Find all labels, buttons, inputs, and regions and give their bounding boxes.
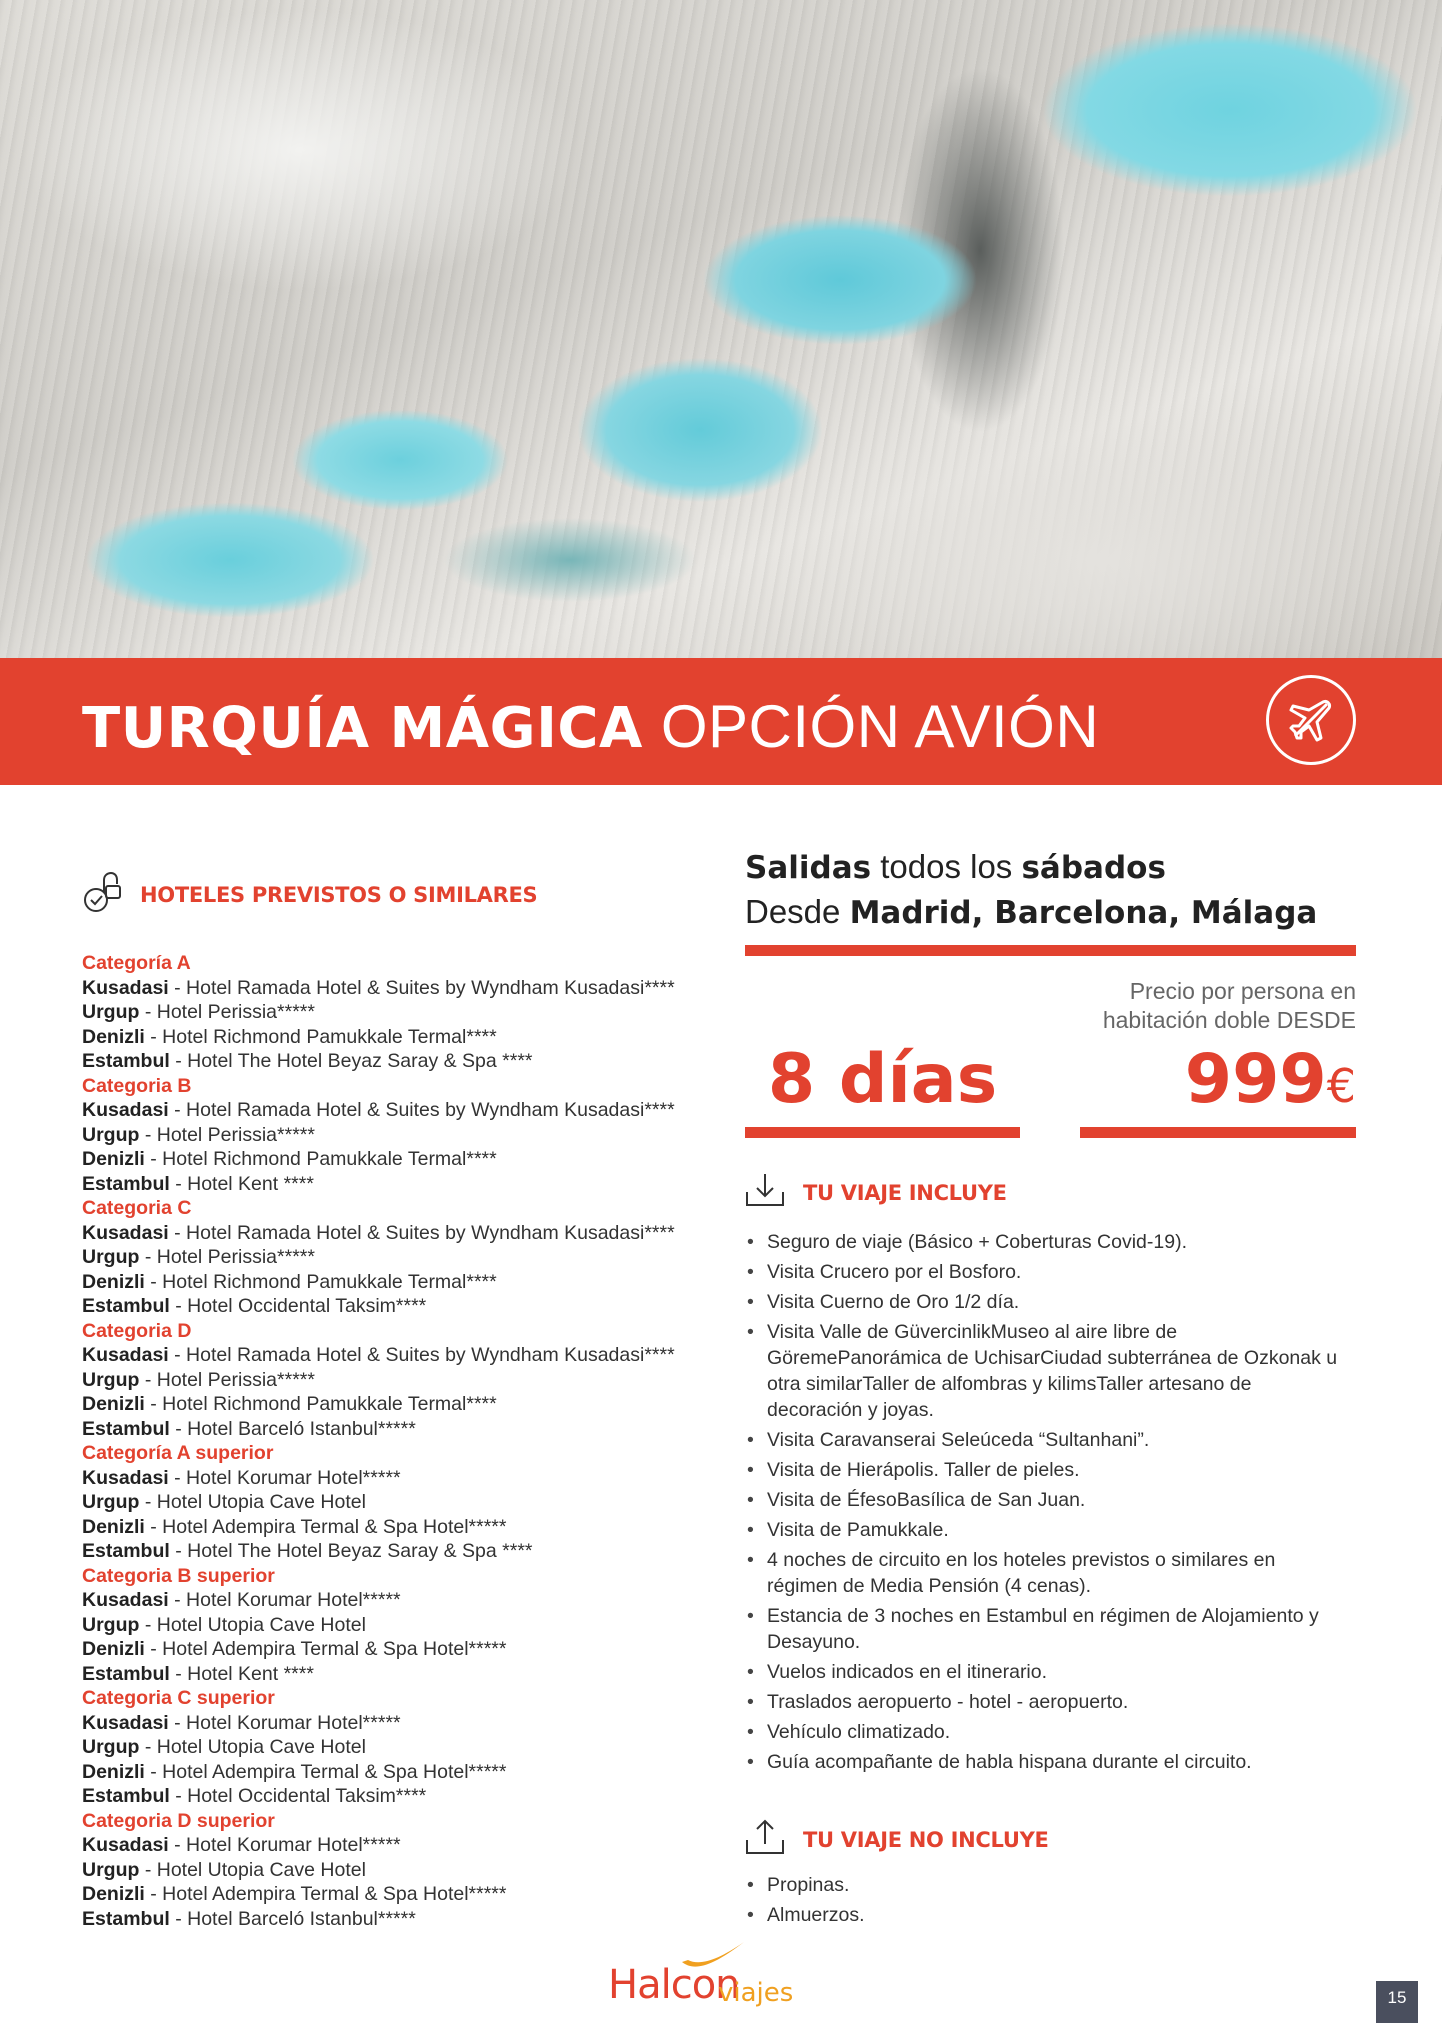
logo-sub: viajes (718, 1978, 794, 2008)
hotel-category-title: Categoría A (82, 952, 191, 974)
hotel-name: - Hotel Ramada Hotel & Suites by Wyndham Kusadasi**** (168, 976, 675, 999)
hotel-city: Estambul (82, 1050, 170, 1072)
hotel-city: Estambul (82, 1907, 170, 1930)
hotel-city: Denizli (82, 1270, 145, 1293)
hotel-row (82, 1833, 722, 1858)
hotel-city: Kusadasi (82, 1834, 169, 1856)
hotels-heading-label: HOTELES PREVISTOS O SIMILARES (140, 882, 538, 907)
hotel-city: Urgup (82, 1613, 140, 1636)
hotel-name: - Hotel Korumar Hotel***** (168, 1466, 401, 1489)
hotel-name: - Hotel Korumar Hotel***** (168, 1711, 401, 1734)
hotel-name: - Hotel Korumar Hotel***** (168, 1834, 401, 1856)
list-item: • Traslados aeropuerto - hotel - aeropuerto. (745, 1689, 1345, 1715)
hotel-name: - Hotel Occidental Taksim**** (169, 1295, 427, 1317)
hotel-name: - Hotel Adempira Termal & Spa Hotel***** (144, 1638, 507, 1660)
hotel-city: Estambul (82, 1295, 170, 1317)
departures (745, 845, 1357, 935)
hotel-city: Urgup (82, 1491, 140, 1513)
hotel-row (82, 1343, 722, 1368)
hotel-row (82, 1392, 722, 1417)
hotel-row (82, 1613, 722, 1638)
hotel-city: Kusadasi (82, 1099, 169, 1121)
hotel-category-title: Categoria B superior (82, 1564, 275, 1587)
hotel-name: - Hotel Ramada Hotel & Suites by Wyndham Kusadasi**** (168, 1099, 675, 1121)
hotel-name: - Hotel Barceló Istanbul***** (169, 1907, 416, 1930)
hotel-city: Urgup (82, 1246, 140, 1268)
hotel-name: - Hotel Richmond Pamukkale Termal**** (144, 1393, 497, 1415)
includes-heading (745, 1172, 1007, 1213)
hotel-category-title: Categoria C superior (82, 1687, 275, 1709)
excludes-heading-label: TU VIAJE NO INCLUYE (803, 1827, 1049, 1852)
hotel-row (82, 1760, 722, 1785)
list-item: • Visita Caravanserai Seleúceda “Sultanhani”. (745, 1427, 1345, 1453)
title-banner (0, 658, 1442, 785)
departures-bold: Salidas (745, 850, 872, 886)
hotel-city: Denizli (82, 1515, 145, 1538)
hotel-row (82, 1784, 722, 1809)
hotel-city: Estambul (82, 1785, 170, 1807)
excludes-list (745, 1872, 1345, 1932)
hotel-name: - Hotel Adempira Termal & Spa Hotel***** (144, 1883, 507, 1905)
hotel-name: - Hotel Perissia***** (139, 1368, 315, 1391)
hotel-name: - Hotel Utopia Cave Hotel (139, 1613, 366, 1636)
hotel-city: Urgup (82, 1858, 140, 1881)
download-tray-icon (745, 1172, 785, 1213)
hotel-row (82, 1490, 722, 1515)
hotel-row (82, 1147, 722, 1172)
hotel-name: - Hotel Utopia Cave Hotel (139, 1736, 366, 1758)
hotel-city: Denizli (82, 1148, 145, 1170)
hotel-category-title: Categoría A superior (82, 1442, 274, 1464)
hotel-category-title: Categoria D superior (82, 1809, 275, 1832)
hotel-city: Estambul (82, 1172, 170, 1195)
hotels-section (82, 870, 722, 1931)
price-underline (1080, 1127, 1356, 1138)
hotel-name: - Hotel Richmond Pamukkale Termal**** (144, 1025, 497, 1048)
price-note-line-1: Precio por persona en (1129, 978, 1356, 1004)
hotel-city: Denizli (82, 1638, 145, 1660)
title-bold: TURQUÍA MÁGICA (82, 696, 643, 761)
hotel-row (82, 1882, 722, 1907)
departures-line-1 (745, 845, 1357, 890)
hotel-category-title: Categoria D (82, 1319, 192, 1342)
departures-line-2 (745, 890, 1357, 935)
hotel-name: - Hotel Richmond Pamukkale Termal**** (144, 1148, 497, 1170)
hotel-name: - Hotel Kent **** (169, 1172, 314, 1195)
list-item: • Visita Valle de GüvercinlikMuseo al aire libre de GöremePanorámica de UchisarCiudad subterránea de Ozkonak u otra similarTaller de alfombras y kilimsTaller artesano de decoración y joyas. (745, 1319, 1345, 1423)
hotel-row (82, 1417, 722, 1442)
divider-rule (745, 945, 1356, 956)
includes-heading-label: TU VIAJE INCLUYE (803, 1180, 1007, 1205)
departures-mid: todos los (871, 848, 1022, 885)
hotel-row (82, 1637, 722, 1662)
hotel-row (82, 1662, 722, 1687)
hotel-name: - Hotel Barceló Istanbul***** (169, 1417, 416, 1440)
list-item: • Propinas. (745, 1872, 1345, 1898)
logo-main: Halcon (608, 1962, 740, 2008)
departures-cities: Madrid, Barcelona, Málaga (849, 895, 1318, 931)
hotel-row (82, 1098, 722, 1123)
hotel-row (82, 1858, 722, 1883)
hotel-row (82, 976, 722, 1001)
airplane-icon (1266, 675, 1356, 765)
hotel-row (82, 1515, 722, 1540)
hotel-name: - Hotel Perissia***** (139, 1123, 315, 1146)
hotel-city: Estambul (82, 1540, 170, 1562)
hotel-city: Kusadasi (82, 1711, 169, 1734)
price-note (1010, 977, 1356, 1035)
hotel-name: - Hotel Utopia Cave Hotel (139, 1491, 366, 1513)
hotel-list (82, 951, 722, 1931)
hero-photo (0, 0, 1442, 660)
trip-price (1080, 1040, 1356, 1126)
trip-duration: 8 días (767, 1040, 998, 1119)
hotel-row (82, 1000, 722, 1025)
hotel-row (82, 1588, 722, 1613)
list-item: • Almuerzos. (745, 1902, 1345, 1928)
hotel-city: Urgup (82, 1736, 140, 1758)
hotel-city: Kusadasi (82, 976, 169, 999)
halcon-viajes-logo[interactable] (608, 1940, 838, 2010)
hotel-city: Denizli (82, 1760, 145, 1783)
hotel-city: Kusadasi (82, 1466, 169, 1489)
hotel-city: Kusadasi (82, 1221, 169, 1244)
list-item: • Visita de Pamukkale. (745, 1517, 1345, 1543)
hotel-city: Estambul (82, 1417, 170, 1440)
hotel-lock-icon (82, 870, 122, 919)
hotel-row (82, 1294, 722, 1319)
list-item: • Guía acompañante de habla hispana durante el circuito. (745, 1749, 1345, 1775)
hotel-name: - Hotel Ramada Hotel & Suites by Wyndham Kusadasi**** (168, 1344, 675, 1366)
list-item: • Vuelos indicados en el itinerario. (745, 1659, 1345, 1685)
hotel-name: - Hotel Adempira Termal & Spa Hotel***** (144, 1515, 507, 1538)
hotel-row (82, 1539, 722, 1564)
hotel-name: - Hotel Ramada Hotel & Suites by Wyndham Kusadasi**** (168, 1221, 675, 1244)
hotel-row (82, 1049, 722, 1074)
hotel-row (82, 1711, 722, 1736)
hotel-row (82, 1907, 722, 1932)
hotel-row (82, 1172, 722, 1197)
hotel-row (82, 1735, 722, 1760)
hotel-row (82, 1368, 722, 1393)
hotel-row (82, 1270, 722, 1295)
hotel-name: - Hotel Utopia Cave Hotel (139, 1858, 366, 1881)
hotel-city: Denizli (82, 1883, 145, 1905)
hotel-city: Urgup (82, 1001, 140, 1023)
hotel-row (82, 1466, 722, 1491)
hotel-name: - Hotel The Hotel Beyaz Saray & Spa **** (169, 1540, 533, 1562)
hotel-row (82, 1221, 722, 1246)
hotel-name: - Hotel Korumar Hotel***** (168, 1589, 401, 1611)
hotel-city: Urgup (82, 1368, 140, 1391)
includes-list (745, 1229, 1345, 1779)
page-title (82, 692, 1099, 761)
price-amount: 999 (1184, 1040, 1327, 1119)
hotel-row (82, 1245, 722, 1270)
upload-tray-icon (745, 1818, 785, 1861)
hotel-name: - Hotel Perissia***** (139, 1246, 315, 1268)
hotel-name: - Hotel Adempira Termal & Spa Hotel***** (144, 1760, 507, 1783)
price-currency: € (1326, 1059, 1356, 1113)
departures-day: sábados (1021, 850, 1166, 886)
hotel-name: - Hotel Occidental Taksim**** (169, 1785, 427, 1807)
hotel-city: Denizli (82, 1393, 145, 1415)
hotel-name: - Hotel The Hotel Beyaz Saray & Spa **** (169, 1050, 533, 1072)
hotel-city: Kusadasi (82, 1589, 169, 1611)
hotel-row (82, 1123, 722, 1148)
list-item: • Visita de ÉfesoBasílica de San Juan. (745, 1487, 1345, 1513)
hotel-row (82, 1025, 722, 1050)
hotel-city: Urgup (82, 1123, 140, 1146)
list-item: • Visita Crucero por el Bosforo. (745, 1259, 1345, 1285)
title-light: OPCIÓN AVIÓN (660, 693, 1100, 760)
list-item: • Seguro de viaje (Básico + Coberturas Covid-19). (745, 1229, 1345, 1255)
page-number: 15 (1376, 1981, 1418, 2023)
hotels-heading (82, 870, 722, 919)
hotel-category-title: Categoria B (82, 1074, 192, 1097)
excludes-heading (745, 1818, 1049, 1861)
hotel-name: - Hotel Kent **** (169, 1662, 314, 1685)
departures-from: Desde (745, 893, 850, 930)
hotel-city: Denizli (82, 1025, 145, 1048)
list-item: • Vehículo climatizado. (745, 1719, 1345, 1745)
list-item: • Visita de Hierápolis. Taller de pieles. (745, 1457, 1345, 1483)
days-underline (745, 1127, 1020, 1138)
list-item: • 4 noches de circuito en los hoteles previstos o similares en régimen de Media Pensión (4 cenas). (745, 1547, 1345, 1599)
price-note-line-2: habitación doble DESDE (1102, 1007, 1356, 1033)
hotel-category-title: Categoria C (82, 1197, 192, 1219)
hotel-city: Kusadasi (82, 1344, 169, 1366)
hotel-city: Estambul (82, 1662, 170, 1685)
hotel-name: - Hotel Perissia***** (139, 1001, 315, 1023)
hotel-name: - Hotel Richmond Pamukkale Termal**** (144, 1270, 497, 1293)
list-item: • Estancia de 3 noches en Estambul en régimen de Alojamiento y Desayuno. (745, 1603, 1345, 1655)
list-item: • Visita Cuerno de Oro 1/2 día. (745, 1289, 1345, 1315)
